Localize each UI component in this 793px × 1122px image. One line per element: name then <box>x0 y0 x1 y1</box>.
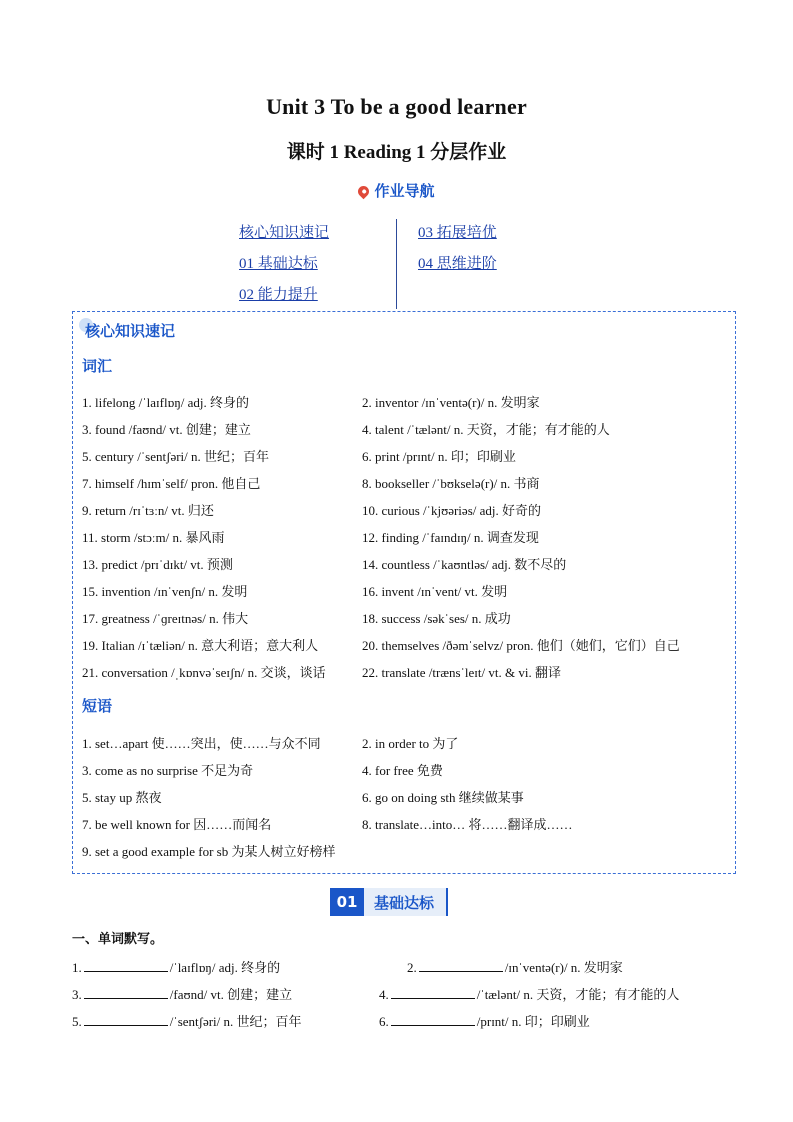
nav-heading <box>0 180 793 201</box>
phrase-item: 8. translate…into… 将……翻译成…… <box>362 817 573 832</box>
nav-link-ability[interactable]: 02 能力提升 <box>239 287 318 303</box>
exercise-item <box>72 957 280 976</box>
exercise-hint: /ˈtælənt/ n. 天资，才能；有才能的人 <box>476 987 680 1002</box>
nav-heading-label: 作业导航 <box>374 182 435 200</box>
vocab-item: 18. success /səkˈses/ n. 成功 <box>362 611 511 626</box>
vocab-item: 16. invent /ɪnˈvent/ vt. 发明 <box>362 584 508 599</box>
vocab-heading: 词汇 <box>82 357 113 375</box>
exercise-hint: /faʊnd/ vt. 创建；建立 <box>169 987 293 1002</box>
phrase-item: 2. in order to 为了 <box>362 736 459 751</box>
vocab-item: 22. translate /trænsˈleɪt/ vt. & vi. 翻译 <box>362 665 561 680</box>
phrase-heading: 短语 <box>82 697 113 715</box>
location-pin-icon <box>356 184 372 200</box>
exercise-number: 3. <box>72 987 82 1002</box>
vocab-item: 19. Italian /ɪˈtæliən/ n. 意大利语；意大利人 <box>82 638 319 653</box>
vocab-item: 5. century /ˈsentʃəri/ n. 世纪；百年 <box>82 449 270 464</box>
phrase-item: 3. come as no surprise 不足为奇 <box>82 763 254 778</box>
nav-link-extension[interactable]: 03 拓展培优 <box>418 225 497 241</box>
exercise-number: 4. <box>379 987 389 1002</box>
phrase-item: 9. set a good example for sb 为某人树立好榜样 <box>82 844 336 859</box>
nav-link-thinking[interactable]: 04 思维进阶 <box>418 256 497 272</box>
exercise-number: 5. <box>72 1014 82 1029</box>
answer-blank[interactable] <box>419 959 503 972</box>
exercise-item <box>407 957 623 976</box>
knowledge-box-tag: 核心知识速记 <box>85 322 176 340</box>
question-heading: 一、单词默写。 <box>72 932 164 947</box>
exercise-item <box>379 984 679 1003</box>
phrase-item: 1. set…apart 使……突出，使……与众不同 <box>82 736 321 751</box>
section-badge <box>330 888 448 916</box>
exercise-hint: /ˈsentʃəri/ n. 世纪；百年 <box>169 1014 302 1029</box>
vocab-item: 21. conversation /ˌkɒnvəˈseɪʃn/ n. 交谈，谈话 <box>82 665 326 680</box>
nav-divider <box>396 219 397 309</box>
vocab-item: 15. invention /ɪnˈvenʃn/ n. 发明 <box>82 584 248 599</box>
exercise-item <box>379 1011 590 1030</box>
nav-link-basic[interactable]: 01 基础达标 <box>239 256 318 272</box>
vocab-item: 6. print /prɪnt/ n. 印；印刷业 <box>362 449 516 464</box>
vocab-item: 10. curious /ˈkjʊəriəs/ adj. 好奇的 <box>362 503 541 518</box>
phrase-item: 6. go on doing sth 继续做某事 <box>362 790 524 805</box>
exercise-hint: /ˈlaɪflɒŋ/ adj. 终身的 <box>169 960 281 975</box>
vocab-item: 13. predict /prɪˈdɪkt/ vt. 预测 <box>82 557 233 572</box>
answer-blank[interactable] <box>391 1013 475 1026</box>
section-badge-label: 基础达标 <box>364 888 448 916</box>
vocab-item: 11. storm /stɔːm/ n. 暴风雨 <box>82 530 225 545</box>
page-title: Unit 3 To be a good learner <box>266 94 527 119</box>
exercise-hint: /prɪnt/ n. 印；印刷业 <box>476 1014 590 1029</box>
vocab-item: 20. themselves /ðəmˈselvz/ pron. 他们（她们，它们）自己 <box>362 638 680 653</box>
vocab-item: 17. greatness /ˈɡreɪtnəs/ n. 伟大 <box>82 611 249 626</box>
exercise-item <box>72 1011 302 1030</box>
vocab-item: 3. found /faʊnd/ vt. 创建；建立 <box>82 422 251 437</box>
phrase-item: 5. stay up 熬夜 <box>82 790 162 805</box>
phrase-item: 7. be well known for 因……而闻名 <box>82 817 272 832</box>
vocab-item: 8. bookseller /ˈbʊkselə(r)/ n. 书商 <box>362 476 540 491</box>
answer-blank[interactable] <box>84 959 168 972</box>
exercise-item <box>72 984 292 1003</box>
exercise-hint: /ɪnˈventə(r)/ n. 发明家 <box>504 960 623 975</box>
vocab-item: 14. countless /ˈkaʊntləs/ adj. 数不尽的 <box>362 557 567 572</box>
vocab-item: 9. return /rɪˈtɜːn/ vt. 归还 <box>82 503 214 518</box>
nav-link-core-knowledge[interactable]: 核心知识速记 <box>239 225 330 241</box>
phrase-item: 4. for free 免费 <box>362 763 443 778</box>
page-subtitle: 课时 1 Reading 1 分层作业 <box>286 142 507 163</box>
vocab-item: 7. himself /hɪmˈself/ pron. 他自己 <box>82 476 261 491</box>
vocab-item: 1. lifelong /ˈlaɪflɒŋ/ adj. 终身的 <box>82 395 250 410</box>
exercise-number: 6. <box>379 1014 389 1029</box>
vocab-item: 2. inventor /ɪnˈventə(r)/ n. 发明家 <box>362 395 540 410</box>
answer-blank[interactable] <box>84 986 168 999</box>
vocab-item: 4. talent /ˈtælənt/ n. 天资，才能；有才能的人 <box>362 422 610 437</box>
exercise-number: 2. <box>407 960 417 975</box>
answer-blank[interactable] <box>391 986 475 999</box>
answer-blank[interactable] <box>84 1013 168 1026</box>
vocab-item: 12. finding /ˈfaɪndɪŋ/ n. 调查发现 <box>362 530 539 545</box>
exercise-number: 1. <box>72 960 82 975</box>
section-badge-number: 01 <box>330 888 364 916</box>
